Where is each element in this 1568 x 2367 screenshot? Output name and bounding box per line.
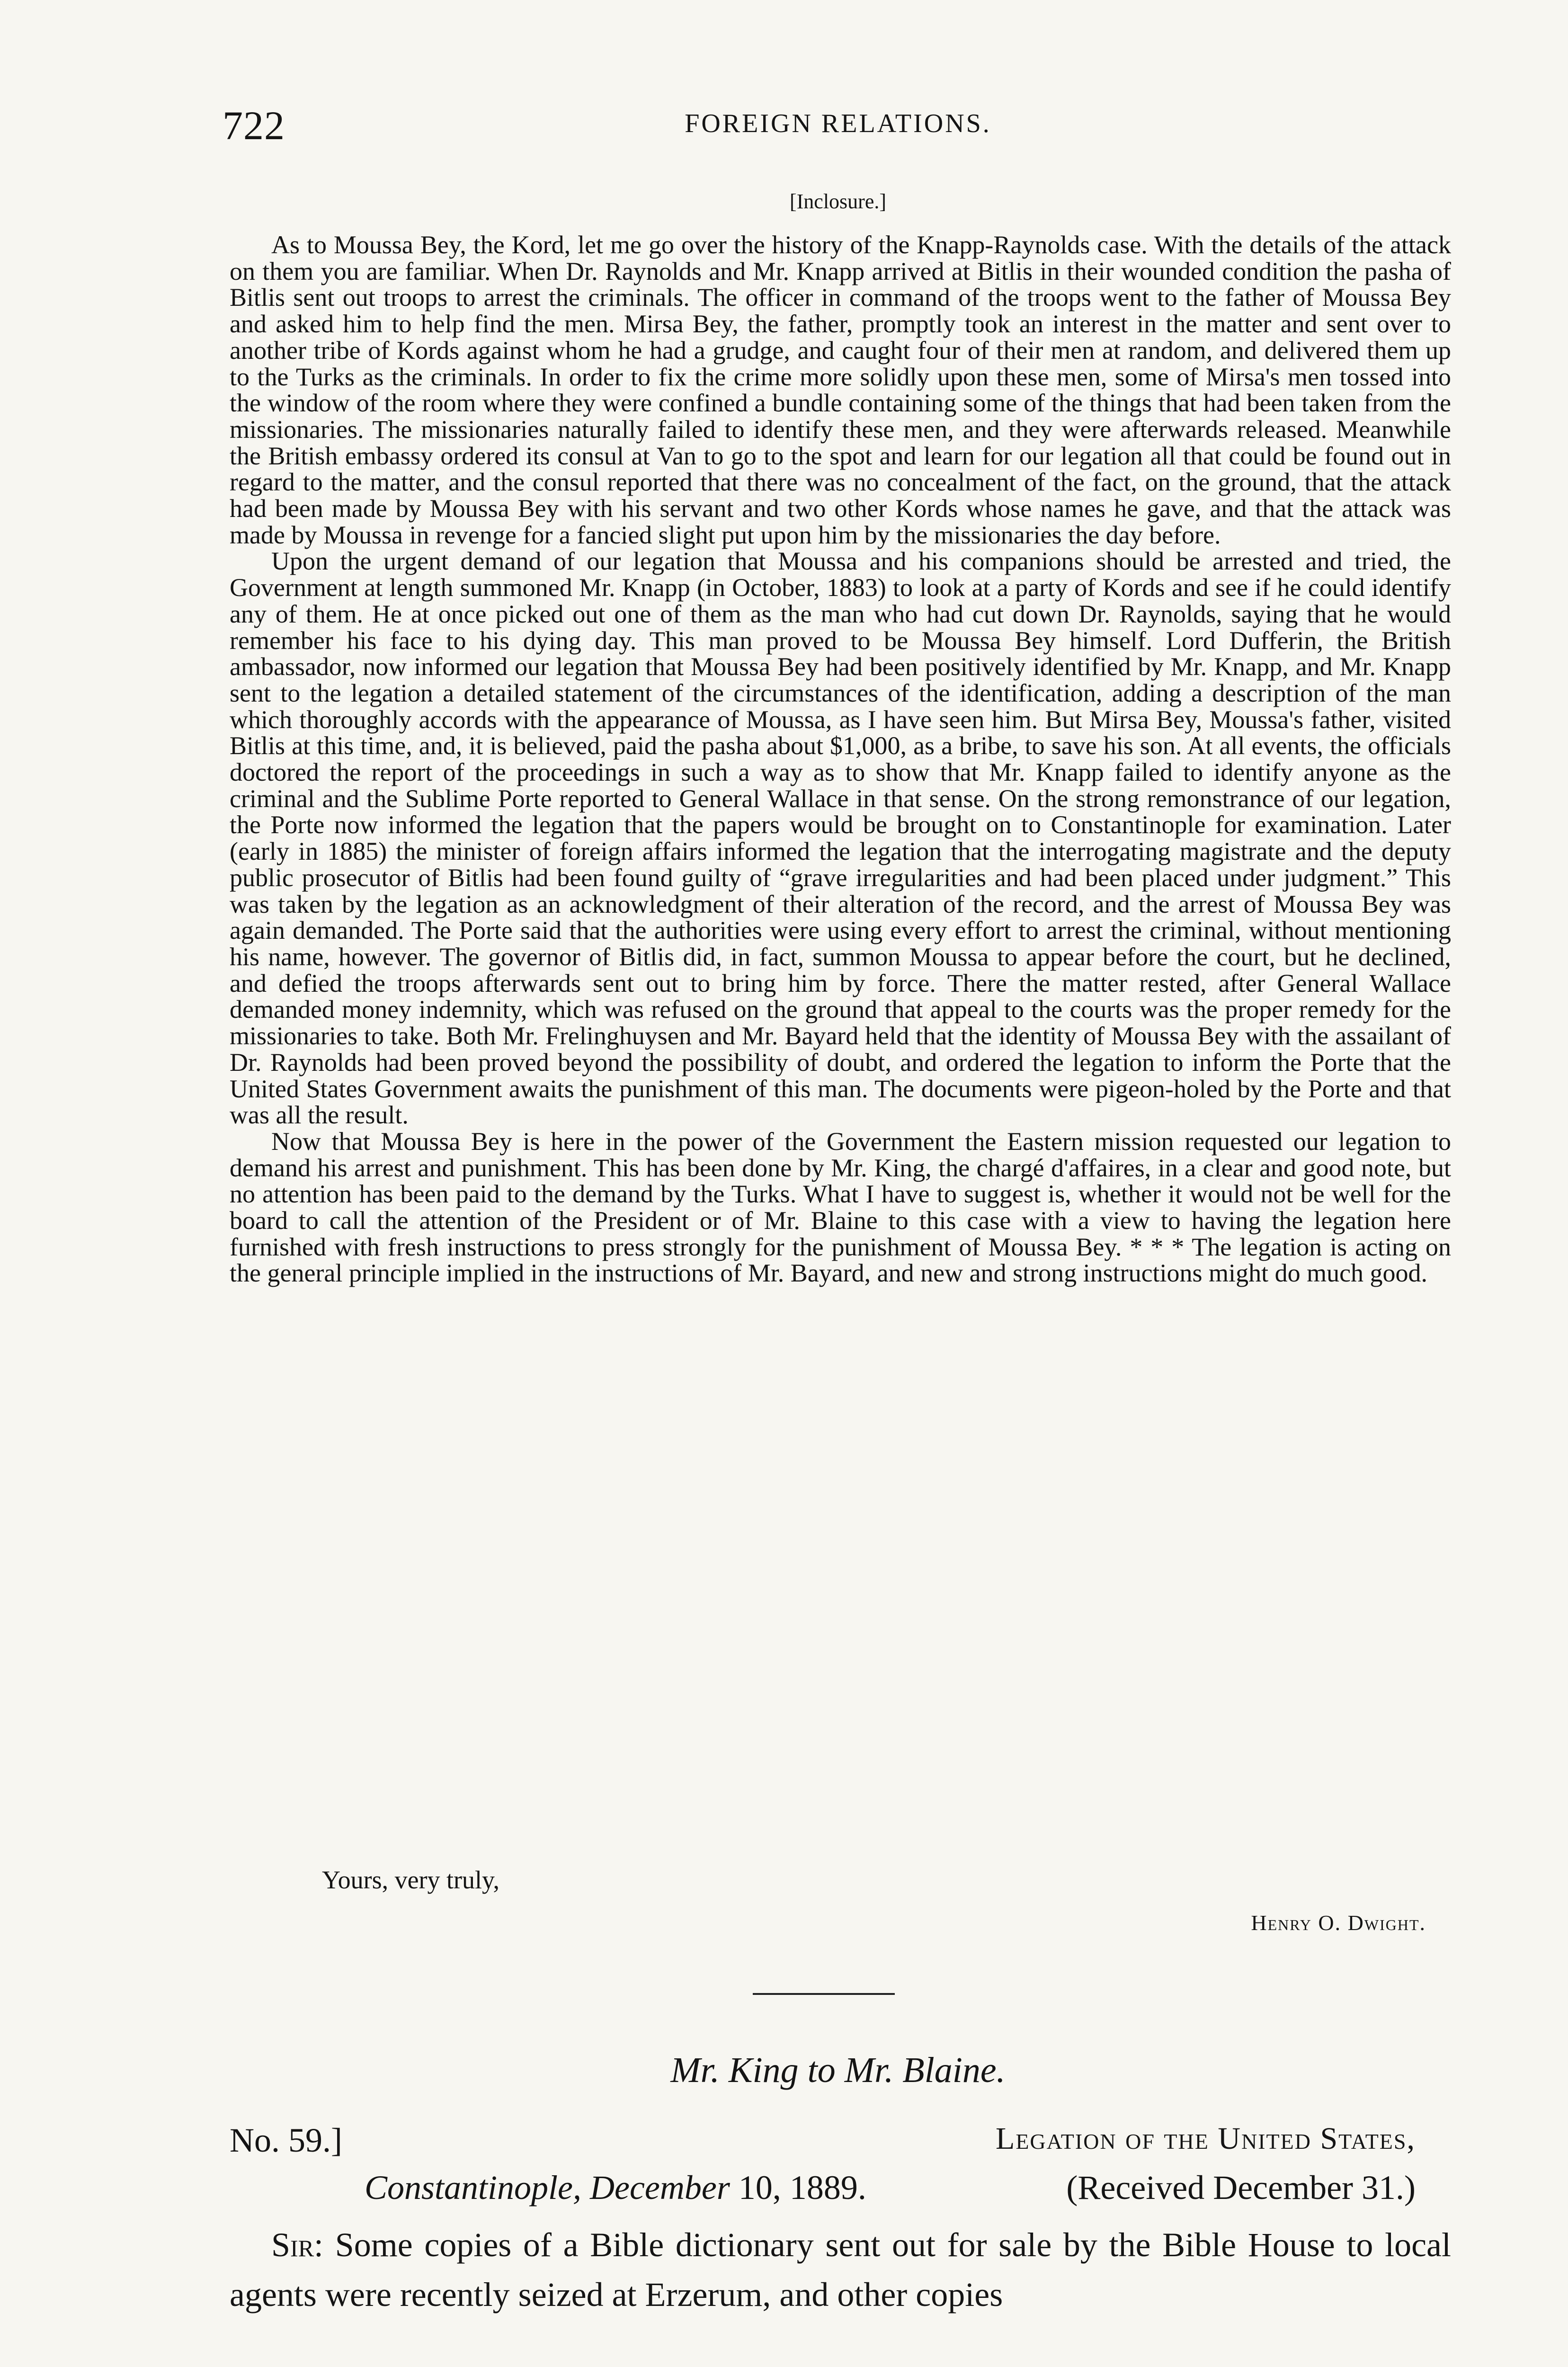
salutation: Sir	[271, 2226, 314, 2264]
dispatch-received: (Received December 31.)	[1066, 2169, 1416, 2207]
section-divider	[753, 1993, 895, 1995]
dispatch-place: Constantinople,	[365, 2169, 582, 2207]
dispatch-month: December	[590, 2169, 730, 2207]
dispatch-number: No. 59.]	[230, 2121, 342, 2159]
letter-body	[230, 2220, 1451, 2320]
letter-text: : Some copies of a Bible dictionary sent out for sale by the Bible House to local agents were recently seized at Erzerum, and other copies	[230, 2226, 1451, 2314]
signature: Henry O. Dwight.	[1251, 1911, 1426, 1935]
dispatch-date: 10, 1889.	[730, 2169, 866, 2207]
enclosure-paragraph-3: Now that Moussa Bey is here in the power of the Government the Eastern mission requested our legation to demand his arrest and punishment. This has been done by Mr. King, the chargé d'affaires, in a clear and good note, but no attention has been paid to the demand by the Turks. What I have to suggest is, whether it would not be well for the board to call the attention of the President or of Mr. Blaine to this case with a view to having the legation here furnished with fresh instructions to press strongly for the punishment of Moussa Bey. * * * The legation is acting on the general principle implied in the instructions of Mr. Bayard, and new and strong instructions might do much good.	[230, 1127, 1451, 1288]
enclosure-paragraph-2: Upon the urgent demand of our legation that Moussa and his companions should be arrested and tried, the Government at length summoned Mr. Knapp (in October, 1883) to look at a party of Kords and see if he could identify any of them. He at once picked out one of them as the man who had cut down Dr. Raynolds, saying that he would remember his face to his dying day. This man proved to be Moussa Bey himself. Lord Dufferin, the British ambassador, now informed our legation that Moussa Bey had been positively identified by Mr. Knapp, and Mr. Knapp sent to the legation a detailed statement of the circumstances of the identification, adding a description of the man which thoroughly accords with the appearance of Moussa, as I have seen him. But Mirsa Bey, Moussa's father, visited Bitlis at this time, and, it is believed, paid the pasha about $1,000, as a bribe, to save his son. At all events, the officials doctored the report of the proceedings in such a way as to show that Mr. Knapp failed to identify anyone as the criminal and the Sublime Porte reported to General Wallace in that sense. On the strong remonstrance of our legation, the Porte now informed the legation that the papers would be brought on to Constantinople for examination. Later (early in 1885) the minister of foreign affairs informed the legation that the interrogating magistrate and the deputy public prosecutor of Bitlis had been found guilty of “grave irregularities and had been placed under judgment.” This was taken by the legation as an acknowledgment of their alteration of the record, and the arrest of Moussa Bey was again demanded. The Porte said that the authorities were using every effort to arrest the criminal, without mentioning his name, however. The governor of Bitlis did, in fact, summon Moussa to appear before the court, but he declined, and defied the troops afterwards sent out to bring him by force. There the matter rested, after General Wallace demanded money indemnity, which was refused on the ground that appeal to the courts was the proper remedy for the missionaries to take. Both Mr. Frelinghuysen and Mr. Bayard held that the identity of Moussa Bey with the assailant of Dr. Raynolds had been proved beyond the possibility of doubt, and ordered the legation to inform the Porte that the United States Government awaits the punishment of this man. The documents were pigeon-holed by the Porte and that was all the result.	[230, 547, 1451, 1130]
enclosure-label: [Inclosure.]	[789, 190, 886, 213]
dispatch-origin: Legation of the United States,	[996, 2121, 1416, 2156]
running-head	[223, 102, 1453, 154]
dispatch-heading: Mr. King to Mr. Blaine.	[670, 2050, 1006, 2090]
letter-closing: Yours, very truly,	[322, 1866, 500, 1894]
enclosure-body	[230, 232, 1451, 1287]
dispatch-place-date	[365, 2168, 866, 2207]
letter-paragraph	[230, 2220, 1451, 2320]
running-title: FOREIGN RELATIONS.	[685, 109, 991, 138]
enclosure-paragraph-1: As to Moussa Bey, the Kord, let me go over the history of the Knapp-Raynolds case. With the details of the attack on them you are familiar. When Dr. Raynolds and Mr. Knapp arrived at Bitlis in their wounded condition the pasha of Bitlis sent out troops to arrest the criminals. The officer in command of the troops went to the father of Moussa Bey and asked him to help find the men. Mirsa Bey, the father, promptly took an interest in the matter and sent over to another tribe of Kords against whom he had a grudge, and caught four of their men at random, and delivered them up to the Turks as the criminals. In order to fix the crime more solidly upon these men, some of Mirsa's men tossed into the window of the room where they were confined a bundle containing some of the things that had been taken from the missionaries. The missionaries naturally failed to identify these men, and they were afterwards released. Meanwhile the British embassy ordered its consul at Van to go to the spot and learn for our legation all that could be found out in regard to the matter, and the consul reported that there was no concealment of the fact, on the ground, that the attack had been made by Moussa Bey with his servant and two other Kords whose names he gave, and that the attack was made by Moussa in revenge for a fancied slight put upon him by the missionaries the day before.	[230, 231, 1451, 549]
page-number: 722	[223, 103, 285, 148]
